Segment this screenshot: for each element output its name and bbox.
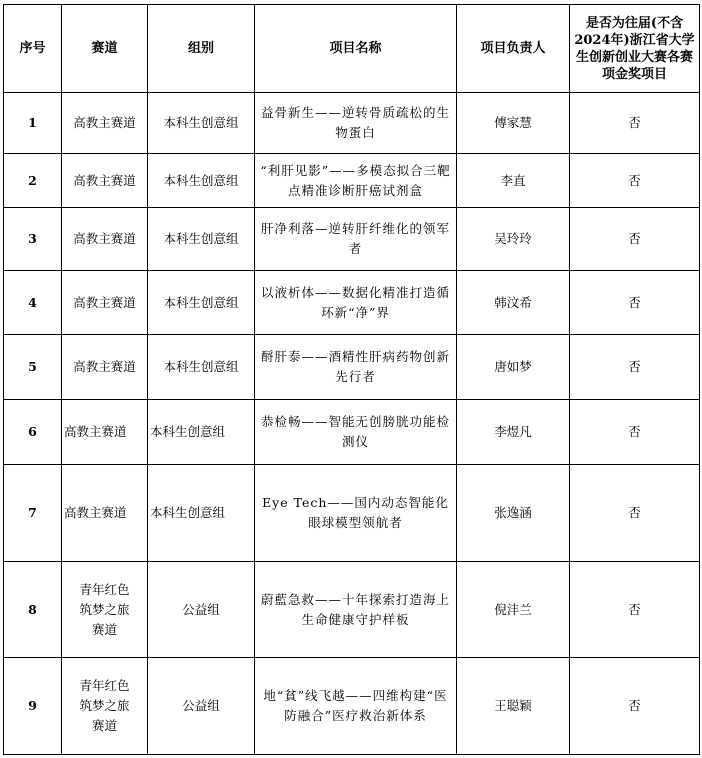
table-row bbox=[4, 93, 700, 154]
cell-project-name: 蔚藍急救——十年探索打造海上生命健康守护样板 bbox=[255, 562, 457, 658]
cell-leader: 吴玲玲 bbox=[457, 208, 570, 271]
cell-prior-award: 否 bbox=[570, 154, 700, 208]
cell-prior-award: 否 bbox=[570, 335, 700, 400]
header-project-name: 项目名称 bbox=[255, 5, 457, 93]
table-row bbox=[4, 465, 700, 562]
table-row bbox=[4, 335, 700, 400]
cell-index: 2 bbox=[4, 154, 62, 208]
cell-leader: 张逸涵 bbox=[457, 465, 570, 562]
header-index: 序号 bbox=[4, 5, 62, 93]
cell-project-name: 以液析体——数据化精准打造循环新“净”界 bbox=[255, 271, 457, 335]
cell-track: 青年红色筑梦之旅赛道 bbox=[62, 658, 148, 755]
table-row bbox=[4, 271, 700, 335]
cell-prior-award: 否 bbox=[570, 465, 700, 562]
cell-group: 本科生创意组 bbox=[148, 465, 255, 562]
cell-group: 本科生创意组 bbox=[148, 208, 255, 271]
cell-leader: 傅家慧 bbox=[457, 93, 570, 154]
cell-track: 高教主赛道 bbox=[62, 400, 148, 465]
table-row bbox=[4, 658, 700, 755]
header-row bbox=[4, 5, 700, 93]
cell-group: 公益组 bbox=[148, 658, 255, 755]
cell-prior-award: 否 bbox=[570, 400, 700, 465]
cell-index: 5 bbox=[4, 335, 62, 400]
table-body bbox=[4, 93, 700, 755]
cell-group: 本科生创意组 bbox=[148, 335, 255, 400]
cell-project-name: 酹肝泰——酒精性肝病药物创新先行者 bbox=[255, 335, 457, 400]
cell-prior-award: 否 bbox=[570, 93, 700, 154]
cell-track: 青年红色筑梦之旅赛道 bbox=[62, 562, 148, 658]
cell-prior-award: 否 bbox=[570, 271, 700, 335]
cell-project-name: 恭检畅——智能无创膀胱功能检测仪 bbox=[255, 400, 457, 465]
table-row bbox=[4, 154, 700, 208]
table-row bbox=[4, 562, 700, 658]
cell-index: 6 bbox=[4, 400, 62, 465]
table-row bbox=[4, 208, 700, 271]
cell-group: 本科生创意组 bbox=[148, 271, 255, 335]
cell-project-name: 益骨新生——逆转骨质疏松的生物蛋白 bbox=[255, 93, 457, 154]
cell-leader: 唐如梦 bbox=[457, 335, 570, 400]
cell-project-name: Eye Tech——国内动态智能化眼球模型领航者 bbox=[255, 465, 457, 562]
cell-leader: 倪沣兰 bbox=[457, 562, 570, 658]
header-leader: 项目负责人 bbox=[457, 5, 570, 93]
cell-project-name: 地“貧”线飞越——四维构建“医防融合”医疗救治新体系 bbox=[255, 658, 457, 755]
cell-prior-award: 否 bbox=[570, 208, 700, 271]
cell-group: 本科生创意组 bbox=[148, 93, 255, 154]
cell-track: 高教主赛道 bbox=[62, 271, 148, 335]
cell-prior-award: 否 bbox=[570, 562, 700, 658]
cell-index: 3 bbox=[4, 208, 62, 271]
cell-group: 本科生创意组 bbox=[148, 400, 255, 465]
cell-group: 本科生创意组 bbox=[148, 154, 255, 208]
cell-index: 9 bbox=[4, 658, 62, 755]
cell-index: 8 bbox=[4, 562, 62, 658]
cell-index: 7 bbox=[4, 465, 62, 562]
award-projects-table bbox=[3, 4, 700, 755]
cell-index: 1 bbox=[4, 93, 62, 154]
header-track: 赛道 bbox=[62, 5, 148, 93]
table-row bbox=[4, 400, 700, 465]
cell-leader: 李直 bbox=[457, 154, 570, 208]
header-prior-award: 是否为往届(不含2024年)浙江省大学生创新创业大赛各赛项金奖项目 bbox=[570, 5, 700, 93]
cell-project-name: 肝净利落—逆转肝纤维化的领军者 bbox=[255, 208, 457, 271]
cell-track: 高教主赛道 bbox=[62, 465, 148, 562]
cell-track: 高教主赛道 bbox=[62, 208, 148, 271]
cell-leader: 李煜凡 bbox=[457, 400, 570, 465]
cell-track: 高教主赛道 bbox=[62, 335, 148, 400]
cell-track: 高教主赛道 bbox=[62, 154, 148, 208]
cell-prior-award: 否 bbox=[570, 658, 700, 755]
cell-leader: 韩汶希 bbox=[457, 271, 570, 335]
cell-group: 公益组 bbox=[148, 562, 255, 658]
cell-index: 4 bbox=[4, 271, 62, 335]
cell-project-name: “利肝见影”——多模态拟合三靶点精准诊断肝癌试剂盒 bbox=[255, 154, 457, 208]
header-group: 组别 bbox=[148, 5, 255, 93]
table-header bbox=[4, 5, 700, 93]
cell-leader: 王聪颖 bbox=[457, 658, 570, 755]
cell-track: 高教主赛道 bbox=[62, 93, 148, 154]
